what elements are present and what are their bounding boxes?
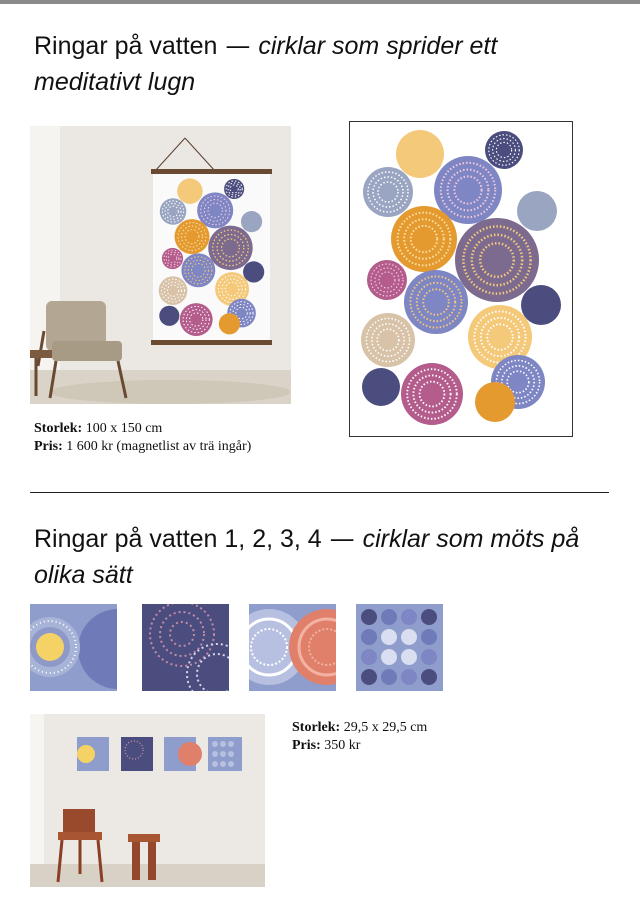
- size-line: [292, 719, 427, 737]
- dot-circle: [381, 629, 397, 645]
- dot-circle: [381, 669, 397, 685]
- dot-circle: [421, 669, 437, 685]
- print-3: [249, 604, 336, 691]
- title-dash: —: [321, 524, 363, 553]
- dot-circle: [421, 629, 437, 645]
- print-ringar-pa-vatten: [349, 121, 573, 437]
- dot-circle: [421, 649, 437, 665]
- room-photo-four-prints: [30, 714, 265, 887]
- ring-circle: [455, 218, 539, 302]
- dot-circle: [361, 649, 377, 665]
- dot-circle: [381, 609, 397, 625]
- dot-circle: [361, 669, 377, 685]
- ring-circle: [160, 198, 187, 225]
- title-dash: —: [217, 31, 259, 60]
- ring-circle: [208, 226, 253, 271]
- price-label: Pris:: [292, 738, 321, 753]
- size-label: Storlek:: [34, 421, 83, 436]
- ring-circle: [362, 368, 400, 406]
- ring-circle: [241, 211, 262, 232]
- price-value: 1 600 kr (magnetlist av trä ingår): [62, 439, 252, 454]
- dot-circle: [361, 629, 377, 645]
- size-label: Storlek:: [292, 720, 341, 735]
- size-line: [34, 420, 251, 438]
- ring-circle: [391, 206, 457, 272]
- print-1: [30, 604, 117, 691]
- dot-circle: [401, 609, 417, 625]
- dot-circle: [421, 609, 437, 625]
- section-1-heading: [34, 28, 594, 100]
- ring-circle: [175, 219, 210, 254]
- ring-circle: [181, 253, 215, 287]
- section-divider: [30, 492, 609, 493]
- dot-circle: [401, 649, 417, 665]
- ring-circle: [367, 260, 407, 300]
- ring-circle: [224, 179, 244, 199]
- ring-circle: [243, 261, 264, 282]
- dot-circle: [401, 629, 417, 645]
- section-2-title: Ringar på vatten 1, 2, 3, 4: [34, 525, 322, 553]
- ring-circle: [162, 248, 183, 269]
- section-2-heading: [34, 521, 614, 593]
- dot-circle: [381, 649, 397, 665]
- section-1-subtitle: cirklar som sprider ett meditativt lugn: [34, 32, 498, 96]
- ring-circle: [517, 191, 557, 231]
- top-border: [0, 0, 640, 4]
- section-1-title: Ringar på vatten: [34, 32, 218, 60]
- ring-circle: [363, 167, 413, 217]
- ring-circle: [521, 285, 561, 325]
- print-2: [142, 604, 229, 691]
- dot-circle: [401, 669, 417, 685]
- ring-circle: [180, 303, 213, 336]
- ring-circle: [396, 130, 444, 178]
- price-line: [34, 438, 251, 456]
- section-2-specs: [292, 719, 427, 755]
- size-value: 100 x 150 cm: [82, 421, 163, 436]
- section-2-subtitle: cirklar som möts på olika sätt: [34, 525, 580, 589]
- price-value: 350 kr: [320, 738, 361, 753]
- ring-circle: [401, 363, 463, 425]
- ring-circle: [404, 270, 468, 334]
- ring-circle: [485, 131, 523, 169]
- ring-circle: [159, 306, 179, 326]
- ring-circle: [159, 276, 188, 305]
- price-line: [292, 737, 427, 755]
- size-value: 29,5 x 29,5 cm: [340, 720, 428, 735]
- print-4: [356, 604, 443, 691]
- section-1-specs: [34, 420, 251, 456]
- ring-circle: [177, 178, 202, 203]
- dot-circle: [361, 609, 377, 625]
- room-photo-large-print: [30, 126, 291, 404]
- price-label: Pris:: [34, 439, 63, 454]
- ring-circle: [219, 313, 240, 334]
- ring-circle: [475, 382, 515, 422]
- ring-circle: [361, 313, 415, 367]
